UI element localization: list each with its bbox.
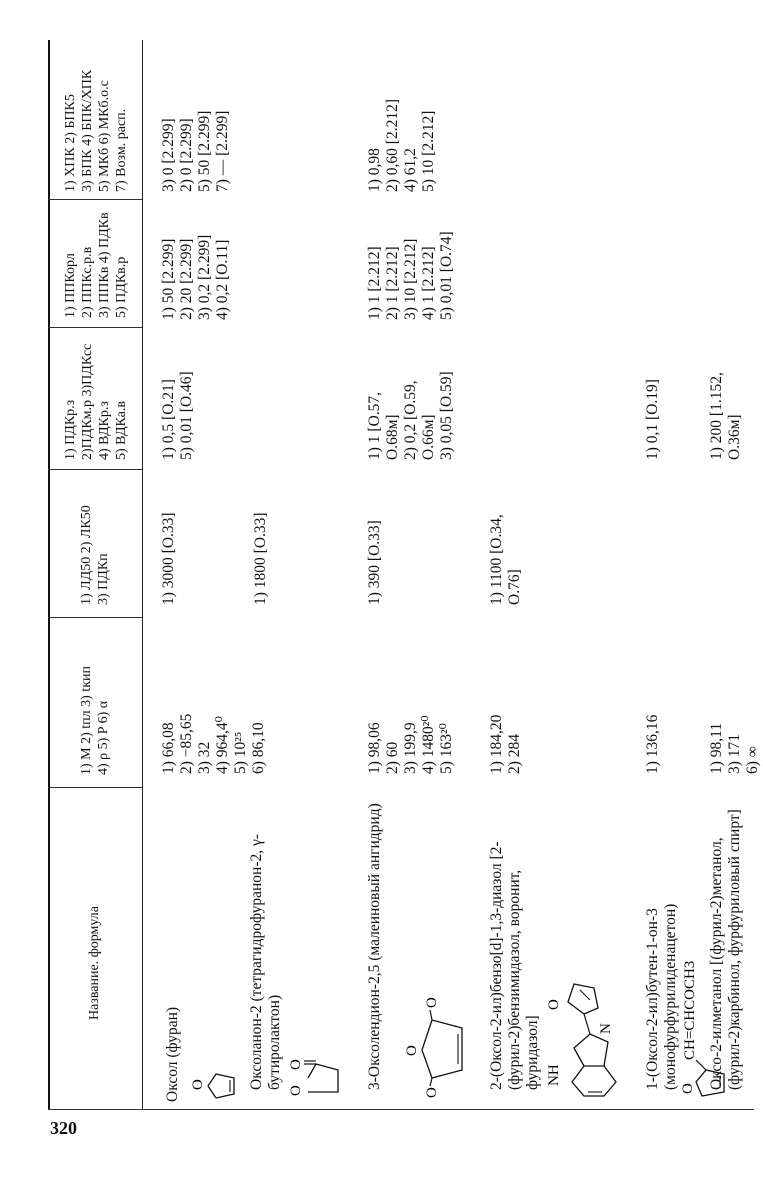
props-cell: 1) 98,06 2) 60 3) 199,9 4) 1480²⁰ 5) 163²⁰	[366, 715, 455, 774]
svg-text:O: O	[288, 1059, 304, 1070]
props-cell: 1) 184,20 2) 284	[488, 714, 523, 774]
compound-name: 2-(Оксол-2-ил)бензо[d]-1,3-диазол [2-(фурил-2)бензимидазол, воронит, фуридазол]	[488, 841, 541, 1090]
header-ppk: 1) ППКорл 2) ППКс.р.в 3) ППКв 4) ПДКв 5) ПДКв.р	[63, 212, 129, 318]
header-rule	[142, 40, 143, 1110]
svg-text:O: O	[404, 1045, 420, 1056]
compound-name: Оксо-2-илметанол [(фурил-2)метанол, (фурил-2)карбинол, фурфуриловый спирт]	[708, 809, 743, 1090]
header-pdk: 1) ПДКр.з 2)ПДКм.р 3)ПДКсс 4) ВДКр.з 5) ВДКа.в	[63, 343, 129, 460]
pdk-cell: 1) 200 [1.152, О.36м]	[708, 372, 743, 460]
col-divider	[48, 469, 142, 470]
header-tox: 1) ЛД50 2) ЛК50 3) ПДКп	[79, 505, 111, 605]
tox-cell: 1) 3000 [О.33]	[160, 512, 177, 605]
tox-cell: 1) 1800 [О.33]	[252, 512, 269, 605]
pdk-cell: 1) 1 [О.57, О.68м] 2) 0,2 [О.59, О.66м] 3) 0,05 [О.59]	[366, 371, 455, 460]
svg-text:O: O	[424, 1087, 440, 1098]
rotated-table	[48, 40, 754, 1110]
props-cell: 1) 98,11 3) 171 6) ∞	[708, 722, 761, 774]
furan-structure	[186, 1040, 249, 1100]
col-divider	[48, 787, 142, 788]
compound-name: 3-Оксолендион-2,5 (малеиновый ангидрид)	[366, 803, 383, 1090]
svg-text:O: O	[288, 1085, 304, 1096]
svg-text:N: N	[598, 1023, 614, 1034]
pdk-cell: 1) 0,1 [О.19]	[644, 379, 661, 460]
furfurylideneacetone-structure	[678, 930, 743, 1100]
col-divider	[48, 327, 142, 328]
header-props: 1) M 2) tпл 3) tкип 4) ρ 5) P 6) α	[79, 666, 111, 775]
svg-text:O: O	[424, 997, 440, 1008]
compound-name: Оксол (фуран)	[164, 1006, 181, 1102]
table-top-rule	[48, 40, 50, 1110]
lactone-structure	[286, 1010, 361, 1100]
page-number: 320	[50, 1118, 77, 1138]
props-cell: 1) 136,16	[644, 714, 661, 774]
svg-text:O: O	[546, 999, 562, 1010]
tox-cell: 1) 1100 [О.34, О.76]	[488, 514, 523, 605]
compound-name: 1-(Оксол-2-ил)бутен-1-он-3 (монофурфурилиденацетон)	[644, 903, 679, 1090]
svg-text:O: O	[190, 1079, 206, 1090]
col-divider	[48, 199, 142, 200]
fuberidazole-structure	[544, 950, 639, 1100]
svg-text:CH=CHCOCH3: CH=CHCOCH3	[682, 960, 698, 1060]
ppk-cell: 1) 50 [2.299] 2) 20 [2.299] 3) 0,2 [2.299] 4) 0,2 [О.11]	[160, 234, 231, 320]
pdk-cell: 1) 0,5 [О.21] 5) 0,01 [О.46]	[160, 371, 195, 460]
hpk-cell: 3) 0 [2.299] 2) 0 [2.299] 5) 50 [2.299] 7) — [2.299]	[160, 110, 231, 192]
header-name: Название. формула	[87, 906, 102, 1020]
col-divider	[48, 617, 142, 618]
tox-cell: 1) 390 [О.33]	[366, 520, 383, 605]
maleic-anhydride-structure	[402, 990, 487, 1100]
compound-name: Оксоланон-2 (тетрагидрофуранон-2, γ-бутиролактон)	[248, 834, 283, 1090]
svg-text:NH: NH	[546, 1064, 562, 1086]
hpk-cell: 1) 0,98 2) 0,60 [2.212] 4) 61,2 5) 10 [2.212]	[366, 99, 437, 192]
ppk-cell: 1) 1 [2.212] 2) 1 [2.212] 3) 10 [2.212] 4) 1 [2.212] 5) 0,01 [О.74]	[366, 231, 455, 320]
header-hpk: 1) ХПК 2) БПК5 3) БПК 4) БПК/ХПК 5) МКб 6) МКб.о.с 7) Возм. расп.	[63, 69, 129, 192]
svg-text:O: O	[680, 1083, 696, 1094]
props-cell: 1) 66,08 2) −85,65 3) 32 4) 964,4⁰ 5) 10²⁵ 6) 86,10	[160, 713, 267, 774]
col-divider	[48, 1109, 754, 1110]
